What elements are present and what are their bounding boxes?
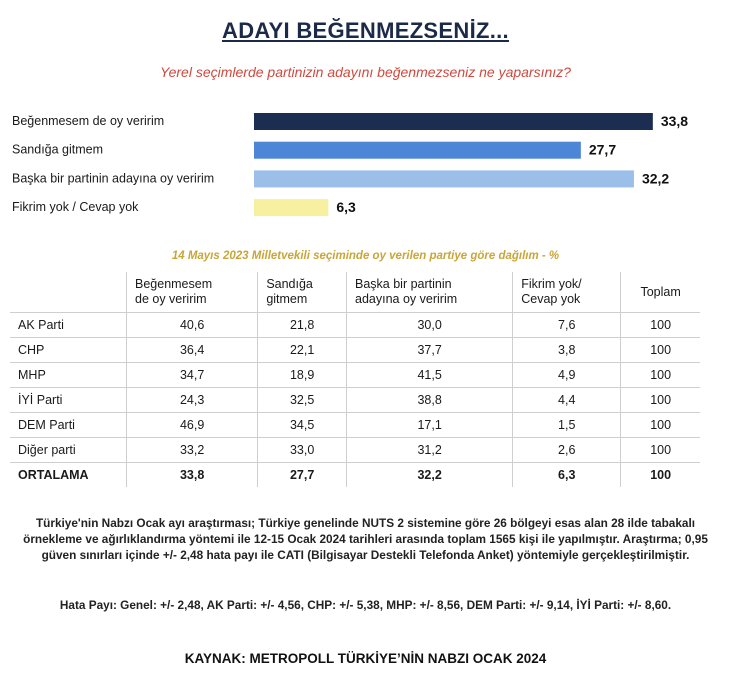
table-cell: 7,6 <box>513 313 621 338</box>
table-cell: 38,8 <box>347 388 513 413</box>
bar-chart <box>0 100 731 225</box>
party-name: İYİ Parti <box>10 388 127 413</box>
party-name: CHP <box>10 338 127 363</box>
table-cell: 34,5 <box>258 413 347 438</box>
table-cell: 1,5 <box>513 413 621 438</box>
bar-category-label: Sandığa gitmem <box>12 142 104 157</box>
header-line: gitmem <box>266 292 308 306</box>
party-name: Diğer parti <box>10 438 127 463</box>
table-cell: 4,4 <box>513 388 621 413</box>
bar <box>254 142 581 159</box>
average-row <box>10 463 700 488</box>
page-title: ADAYI BEĞENMEZSENİZ... <box>222 18 509 43</box>
average-label: ORTALAMA <box>10 463 127 488</box>
margin-of-error-note: Hata Payı: Genel: +/- 2,48, AK Parti: +/- 4,56, CHP: +/- 5,38, MHP: +/- 8,56, DEM Parti: +/- 9,14, İYİ Parti: +/- 8,60. <box>59 598 672 612</box>
table-cell: 100 <box>621 438 700 463</box>
header-line: Beğenmesem <box>135 277 213 291</box>
table-cell: 36,4 <box>127 338 258 363</box>
bar-category-label: Fikrim yok / Cevap yok <box>12 200 139 215</box>
table-header-row <box>10 272 700 313</box>
table-cell: 40,6 <box>127 313 258 338</box>
party-name: MHP <box>10 363 127 388</box>
party-name: AK Parti <box>10 313 127 338</box>
header-line: adayına oy veririm <box>355 292 458 306</box>
table-cell: 33,2 <box>127 438 258 463</box>
header-cell-other-party <box>347 272 513 313</box>
methodology-note: Türkiye'nin Nabzı Ocak ayı araştırması; Türkiye genelinde NUTS 2 sistemine göre 26 bölgeyi esas alan 28 ilde tabakalı örnekleme ve ağırlıklandırma yöntemi ile 12-15 Ocak 2024 tarihleri arasında toplam 1565 kişi ile yapılmıştır. Araştırma; 0,95 güven sınırları içinde +/- 2,48 hata payı ile CATI (Bilgisayar Destekli Telefonda Anket) yöntemiyle gerçekleştirilmiştir. <box>23 516 708 562</box>
header-cell-not-vote <box>258 272 347 313</box>
chart-subtitle: Yerel seçimlerde partinizin adayını beğenmezseniz ne yaparsınız? <box>160 64 571 80</box>
table-cell: 100 <box>621 363 700 388</box>
header-line: Başka bir partinin <box>355 277 452 291</box>
table-cell: 32,5 <box>258 388 347 413</box>
table-cell: 3,8 <box>513 338 621 363</box>
table-row <box>10 413 700 438</box>
bar <box>254 113 653 130</box>
table-cell: 4,9 <box>513 363 621 388</box>
table-row <box>10 313 700 338</box>
table-cell: 24,3 <box>127 388 258 413</box>
header-line: de oy veririm <box>135 292 207 306</box>
table-cell: 17,1 <box>347 413 513 438</box>
bar <box>254 170 634 187</box>
bar-value-label: 32,2 <box>641 170 670 187</box>
table-cell: 22,1 <box>258 338 347 363</box>
table-cell: 33,0 <box>258 438 347 463</box>
header-line: Cevap yok <box>521 292 581 306</box>
table-cell: 41,5 <box>347 363 513 388</box>
table-cell: 100 <box>621 313 700 338</box>
table-row <box>10 388 700 413</box>
bar <box>254 199 328 216</box>
table-cell: 100 <box>621 338 700 363</box>
table-cell: 34,7 <box>127 363 258 388</box>
table-row <box>10 338 700 363</box>
average-cell: 6,3 <box>513 463 621 488</box>
bar-value-label: 33,8 <box>660 113 689 129</box>
header-line: Fikrim yok/ <box>521 277 582 291</box>
table-cell: 31,2 <box>347 438 513 463</box>
distribution-table <box>10 272 700 487</box>
bar-value-label: 6,3 <box>336 199 356 216</box>
table-row <box>10 438 700 463</box>
table-cell: 46,9 <box>127 413 258 438</box>
header-cell-party <box>10 272 127 313</box>
table-cell: 100 <box>621 388 700 413</box>
table-row <box>10 363 700 388</box>
average-cell: 33,8 <box>127 463 258 488</box>
table-cell: 30,0 <box>347 313 513 338</box>
header-cell-vote-anyway <box>127 272 258 313</box>
average-cell: 27,7 <box>258 463 347 488</box>
table-cell: 21,8 <box>258 313 347 338</box>
table-cell: 37,7 <box>347 338 513 363</box>
table-cell: 100 <box>621 413 700 438</box>
source-note: KAYNAK: METROPOLL TÜRKİYE’NİN NABZI OCAK 2024 <box>184 651 547 666</box>
bar-value-label: 27,7 <box>588 141 617 158</box>
table-cell: 18,9 <box>258 363 347 388</box>
header-cell-no-opinion <box>513 272 621 313</box>
average-cell: 32,2 <box>347 463 513 488</box>
bar-category-label: Beğenmesem de oy veririm <box>12 114 165 128</box>
header-cell-total: Toplam <box>621 272 700 313</box>
table-caption: 14 Mayıs 2023 Milletvekili seçiminde oy verilen partiye göre dağılım - % <box>171 250 560 262</box>
header-line: Sandığa <box>266 277 313 291</box>
average-cell: 100 <box>650 468 672 482</box>
party-name: DEM Parti <box>10 413 127 438</box>
bar-category-label: Başka bir partinin adayına oy veririm <box>12 171 215 186</box>
table-cell: 2,6 <box>513 438 621 463</box>
